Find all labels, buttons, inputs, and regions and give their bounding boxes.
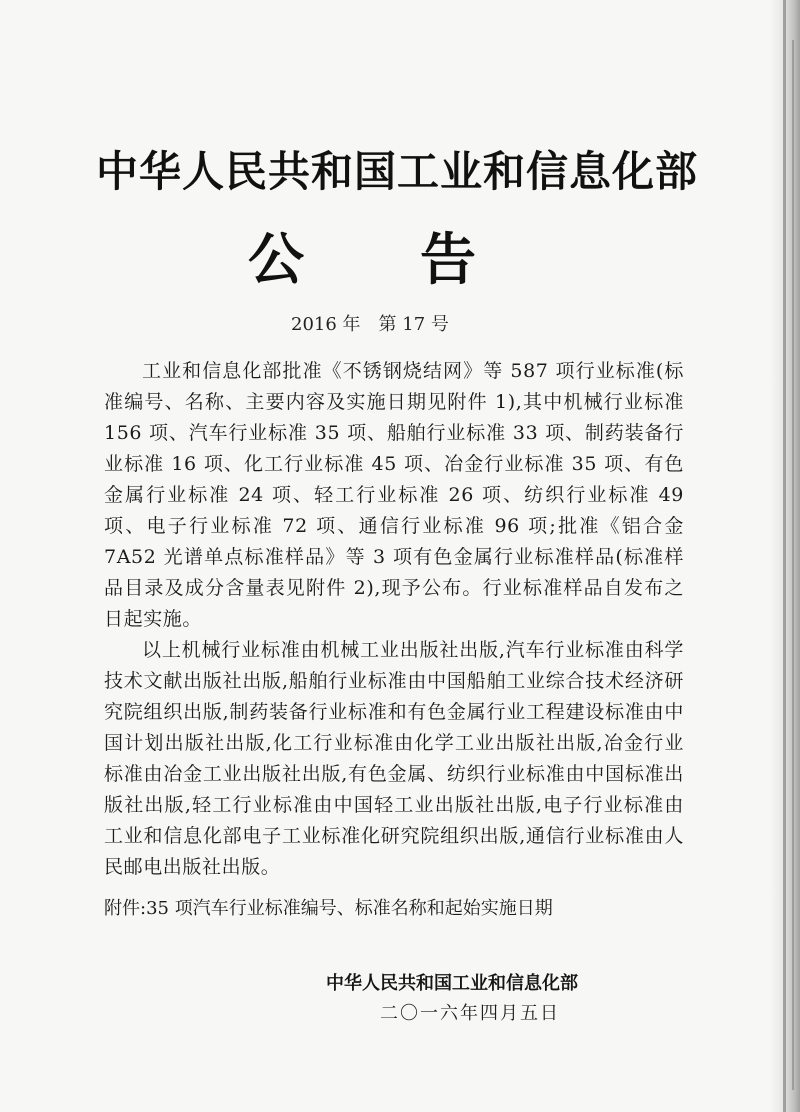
notice-heading-char-2: 告 [420,228,476,293]
signature-organization: 中华人民共和国工业和信息化部 [326,973,578,994]
document-year: 2016 年 [291,314,361,335]
attachment-note: 附件:35 项汽车行业标准编号、标准名称和起始实施日期 [104,898,553,919]
notice-body [104,356,684,883]
document-issue-number: 第 17 号 [378,314,449,335]
page-edge-line [783,0,786,1112]
notice-heading-char-1: 公 [248,228,304,293]
document-number [291,312,449,338]
ministry-title: 中华人民共和国工业和信息化部 [96,147,699,196]
notice-heading [248,226,476,296]
page-edge-line-inner [792,40,794,1090]
body-paragraph-1: 工业和信息化部批准《不锈钢烧结网》等 587 项行业标准(标准编号、名称、主要内容及实施日期见附件 1),其中机械行业标准 156 项、汽车行业标准 35 项、船舶行业标准 33 项、制药装备行业标准 16 项、化工行业标准 45 项、冶金行业标准 35 项、有色金属行业标准 24 项、轻工行业标准 26 项、纺织行业标准 49 项、电子行业标准 72 项、通信行业标准 96 项;批准《铝合金 7A52 光谱单点标准样品》等 3 项有色金属行业标准样品(标准样品目录及成分含量表见附件 2),现予公布。行业标准样品自发布之日起实施。 [104,360,684,630]
signature-date: 二〇一六年四月五日 [380,1003,560,1024]
body-paragraph-2: 以上机械行业标准由机械工业出版社出版,汽车行业标准由科学技术文献出版社出版,船舶行业标准由中国船舶工业综合技术经济研究院组织出版,制药装备行业标准和有色金属行业工程建设标准由中国计划出版社出版,化工行业标准由化学工业出版社出版,冶金行业标准由冶金工业出版社出版,有色金属、纺织行业标准由中国标准出版社出版,轻工行业标准由中国轻工业出版社出版,电子行业标准由工业和信息化部电子工业标准化研究院组织出版,通信行业标准由人民邮电出版社出版。 [104,639,684,878]
